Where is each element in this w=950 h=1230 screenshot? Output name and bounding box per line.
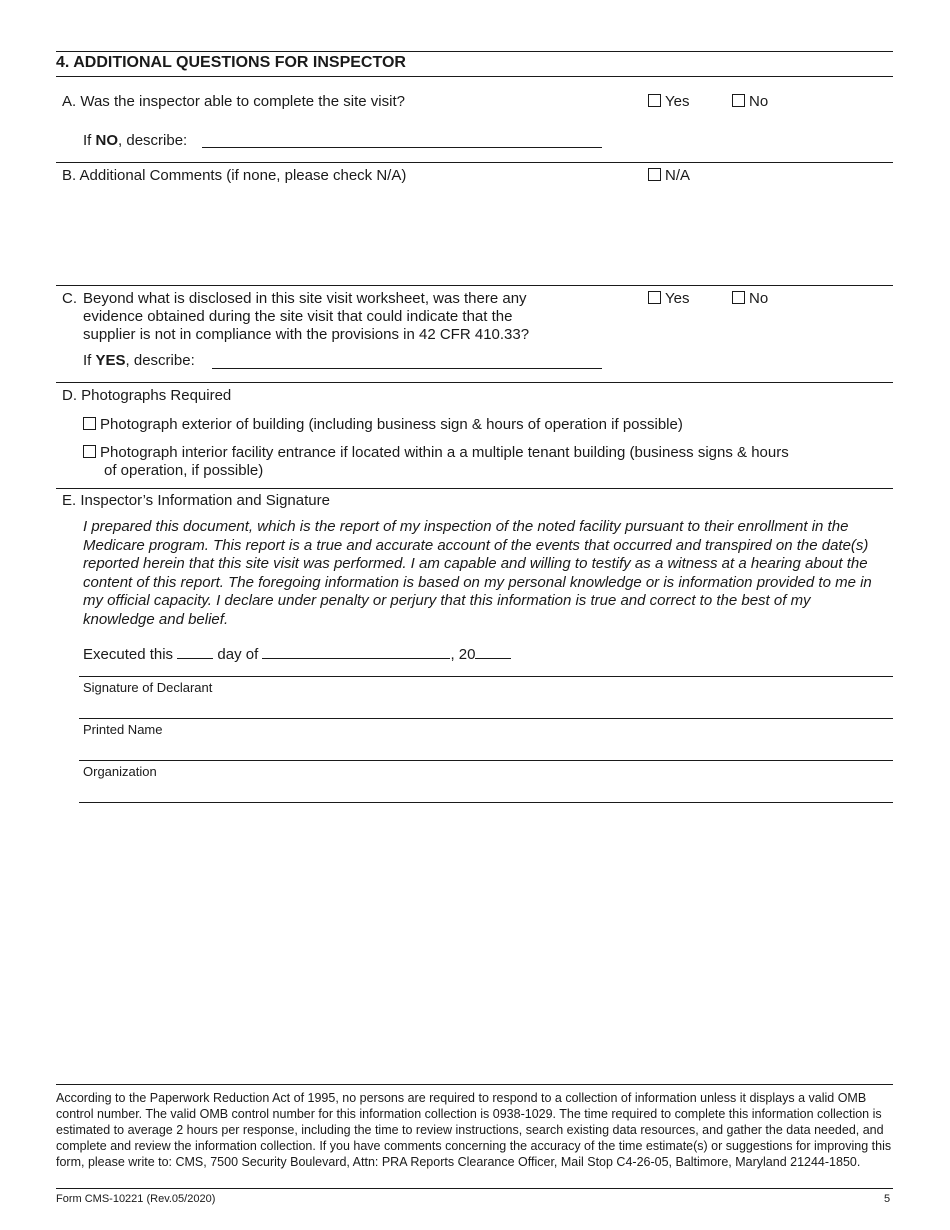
question-a-text: Was the inspector able to complete the site visit? — [80, 93, 405, 110]
photo-interior-option[interactable] — [83, 444, 789, 480]
question-c — [62, 290, 529, 344]
question-d-text: Photographs Required — [81, 387, 232, 404]
question-c-line-2: evidence obtained during the site visit that could indicate that the — [83, 308, 513, 325]
question-a-if-key: NO — [95, 132, 119, 149]
question-b-na-checkbox[interactable] — [648, 168, 661, 181]
question-b-text: Additional Comments (if none, please check N/A) — [79, 167, 407, 184]
executed-year-field[interactable] — [475, 644, 511, 659]
question-e — [62, 492, 330, 510]
question-c-yes-option[interactable] — [648, 290, 689, 308]
question-b-comments-area[interactable] — [62, 190, 892, 280]
question-a-yes-checkbox[interactable] — [648, 94, 661, 107]
question-c-bottom-rule — [56, 382, 893, 383]
question-e-label: E. — [62, 492, 77, 509]
organization-label: Organization — [83, 764, 157, 779]
question-b-na-option[interactable] — [648, 167, 690, 185]
paperwork-notice: According to the Paperwork Reduction Act of 1995, no persons are required to respond to a collection of information unless it displays a valid OMB control number. The valid OMB control number for this information collection is 0938-1029. The time required to complete this information collection is estimated to average 2 hours per response, including the time to review instructions, search existing data resources, and gather the data needed, and complete and review the information collection. If you have comments concerning the accuracy of the time estimate(s) or suggestions for improving this form, please write to: CMS, 7500 Security Boulevard, Attn: PRA Reports Clearance Officer, Mail Stop C4-26-05, Baltimore, Maryland 21244-1850. — [56, 1091, 892, 1169]
question-c-if-prefix: If — [83, 352, 96, 369]
question-b-na-label: N/A — [665, 167, 691, 184]
executed-row — [83, 644, 511, 664]
question-c-no-option[interactable] — [732, 290, 768, 308]
question-c-no-label: No — [749, 290, 769, 307]
footer-bottom-rule — [56, 1188, 893, 1189]
footer-top-rule — [56, 1084, 893, 1085]
organization-bottom-rule — [79, 802, 893, 803]
photo-exterior-checkbox[interactable] — [83, 417, 96, 430]
question-b — [62, 167, 406, 185]
section-top-rule — [56, 51, 893, 52]
photo-interior-label-line-1: Photograph interior facility entrance if located within a a multiple tenant building (business signs & hours — [100, 444, 789, 461]
question-a — [62, 93, 405, 111]
declaration-text: I prepared this document, which is the report of my inspection of the noted facility pursuant to their enrollment in the Medicare program. This report is a true and accurate account of the events that occurred and transpired on the date(s) reported herein that this site visit was performed. I am capable and willing to testify as a witness at a hearing about the content of this report. The foregoing information is based on my personal knowledge or is information provided to me in my official capacity. I declare under penalty or perjury that this information is true and correct to the best of my knowledge and belief. — [83, 518, 872, 628]
executed-text-2: day of — [217, 646, 259, 663]
page-number: 5 — [884, 1193, 891, 1205]
printed-name-field[interactable] — [79, 738, 893, 760]
section-title: ADDITIONAL QUESTIONS FOR INSPECTOR — [73, 54, 406, 71]
question-c-if-suffix: , describe: — [125, 352, 195, 369]
signature-field[interactable] — [79, 696, 893, 718]
question-a-no-option[interactable] — [732, 93, 768, 111]
section-bottom-rule — [56, 76, 893, 77]
question-c-if-key: YES — [95, 352, 126, 369]
question-a-no-checkbox[interactable] — [732, 94, 745, 107]
question-c-label: C. — [62, 290, 77, 307]
executed-text-1: Executed this — [83, 646, 174, 663]
question-c-no-checkbox[interactable] — [732, 291, 745, 304]
executed-day-field[interactable] — [177, 644, 213, 659]
question-a-describe-row — [83, 132, 187, 150]
executed-month-field[interactable] — [262, 644, 450, 659]
executed-text-3: , 20 — [450, 646, 476, 663]
question-e-text: Inspector’s Information and Signature — [80, 492, 330, 509]
question-a-yes-option[interactable] — [648, 93, 689, 111]
photo-interior-checkbox[interactable] — [83, 445, 96, 458]
organization-top-rule — [79, 760, 893, 761]
question-c-line-1: Beyond what is disclosed in this site visit worksheet, was there any — [83, 290, 527, 307]
photo-exterior-label: Photograph exterior of building (including business sign & hours of operation if possible) — [100, 416, 683, 433]
question-a-if-prefix: If — [83, 132, 96, 149]
question-d-label: D. — [62, 387, 77, 404]
signature-top-rule — [79, 676, 893, 677]
section-heading — [56, 54, 406, 72]
question-a-label: A. — [62, 93, 77, 110]
question-c-describe-row — [83, 352, 195, 370]
photo-exterior-option[interactable] — [83, 416, 683, 434]
signature-label: Signature of Declarant — [83, 680, 213, 695]
question-c-yes-checkbox[interactable] — [648, 291, 661, 304]
question-a-bottom-rule — [56, 162, 893, 163]
form-id: Form CMS-10221 (Rev.05/2020) — [56, 1193, 216, 1205]
printed-name-top-rule — [79, 718, 893, 719]
question-b-bottom-rule — [56, 285, 893, 286]
photo-interior-label-line-2: of operation, if possible) — [104, 462, 264, 479]
question-a-no-label: No — [749, 93, 769, 110]
question-b-label: B. — [62, 167, 77, 184]
question-d-bottom-rule — [56, 488, 893, 489]
question-a-yes-label: Yes — [665, 93, 690, 110]
section-number: 4. — [56, 54, 70, 71]
question-a-describe-field[interactable] — [202, 133, 602, 148]
organization-field[interactable] — [79, 780, 893, 802]
question-c-line-3: supplier is not in compliance with the provisions in 42 CFR 410.33? — [83, 326, 530, 343]
question-c-yes-label: Yes — [665, 290, 690, 307]
question-c-describe-field[interactable] — [212, 354, 602, 369]
printed-name-label: Printed Name — [83, 722, 163, 737]
question-a-if-suffix: , describe: — [118, 132, 188, 149]
question-d — [62, 387, 231, 405]
